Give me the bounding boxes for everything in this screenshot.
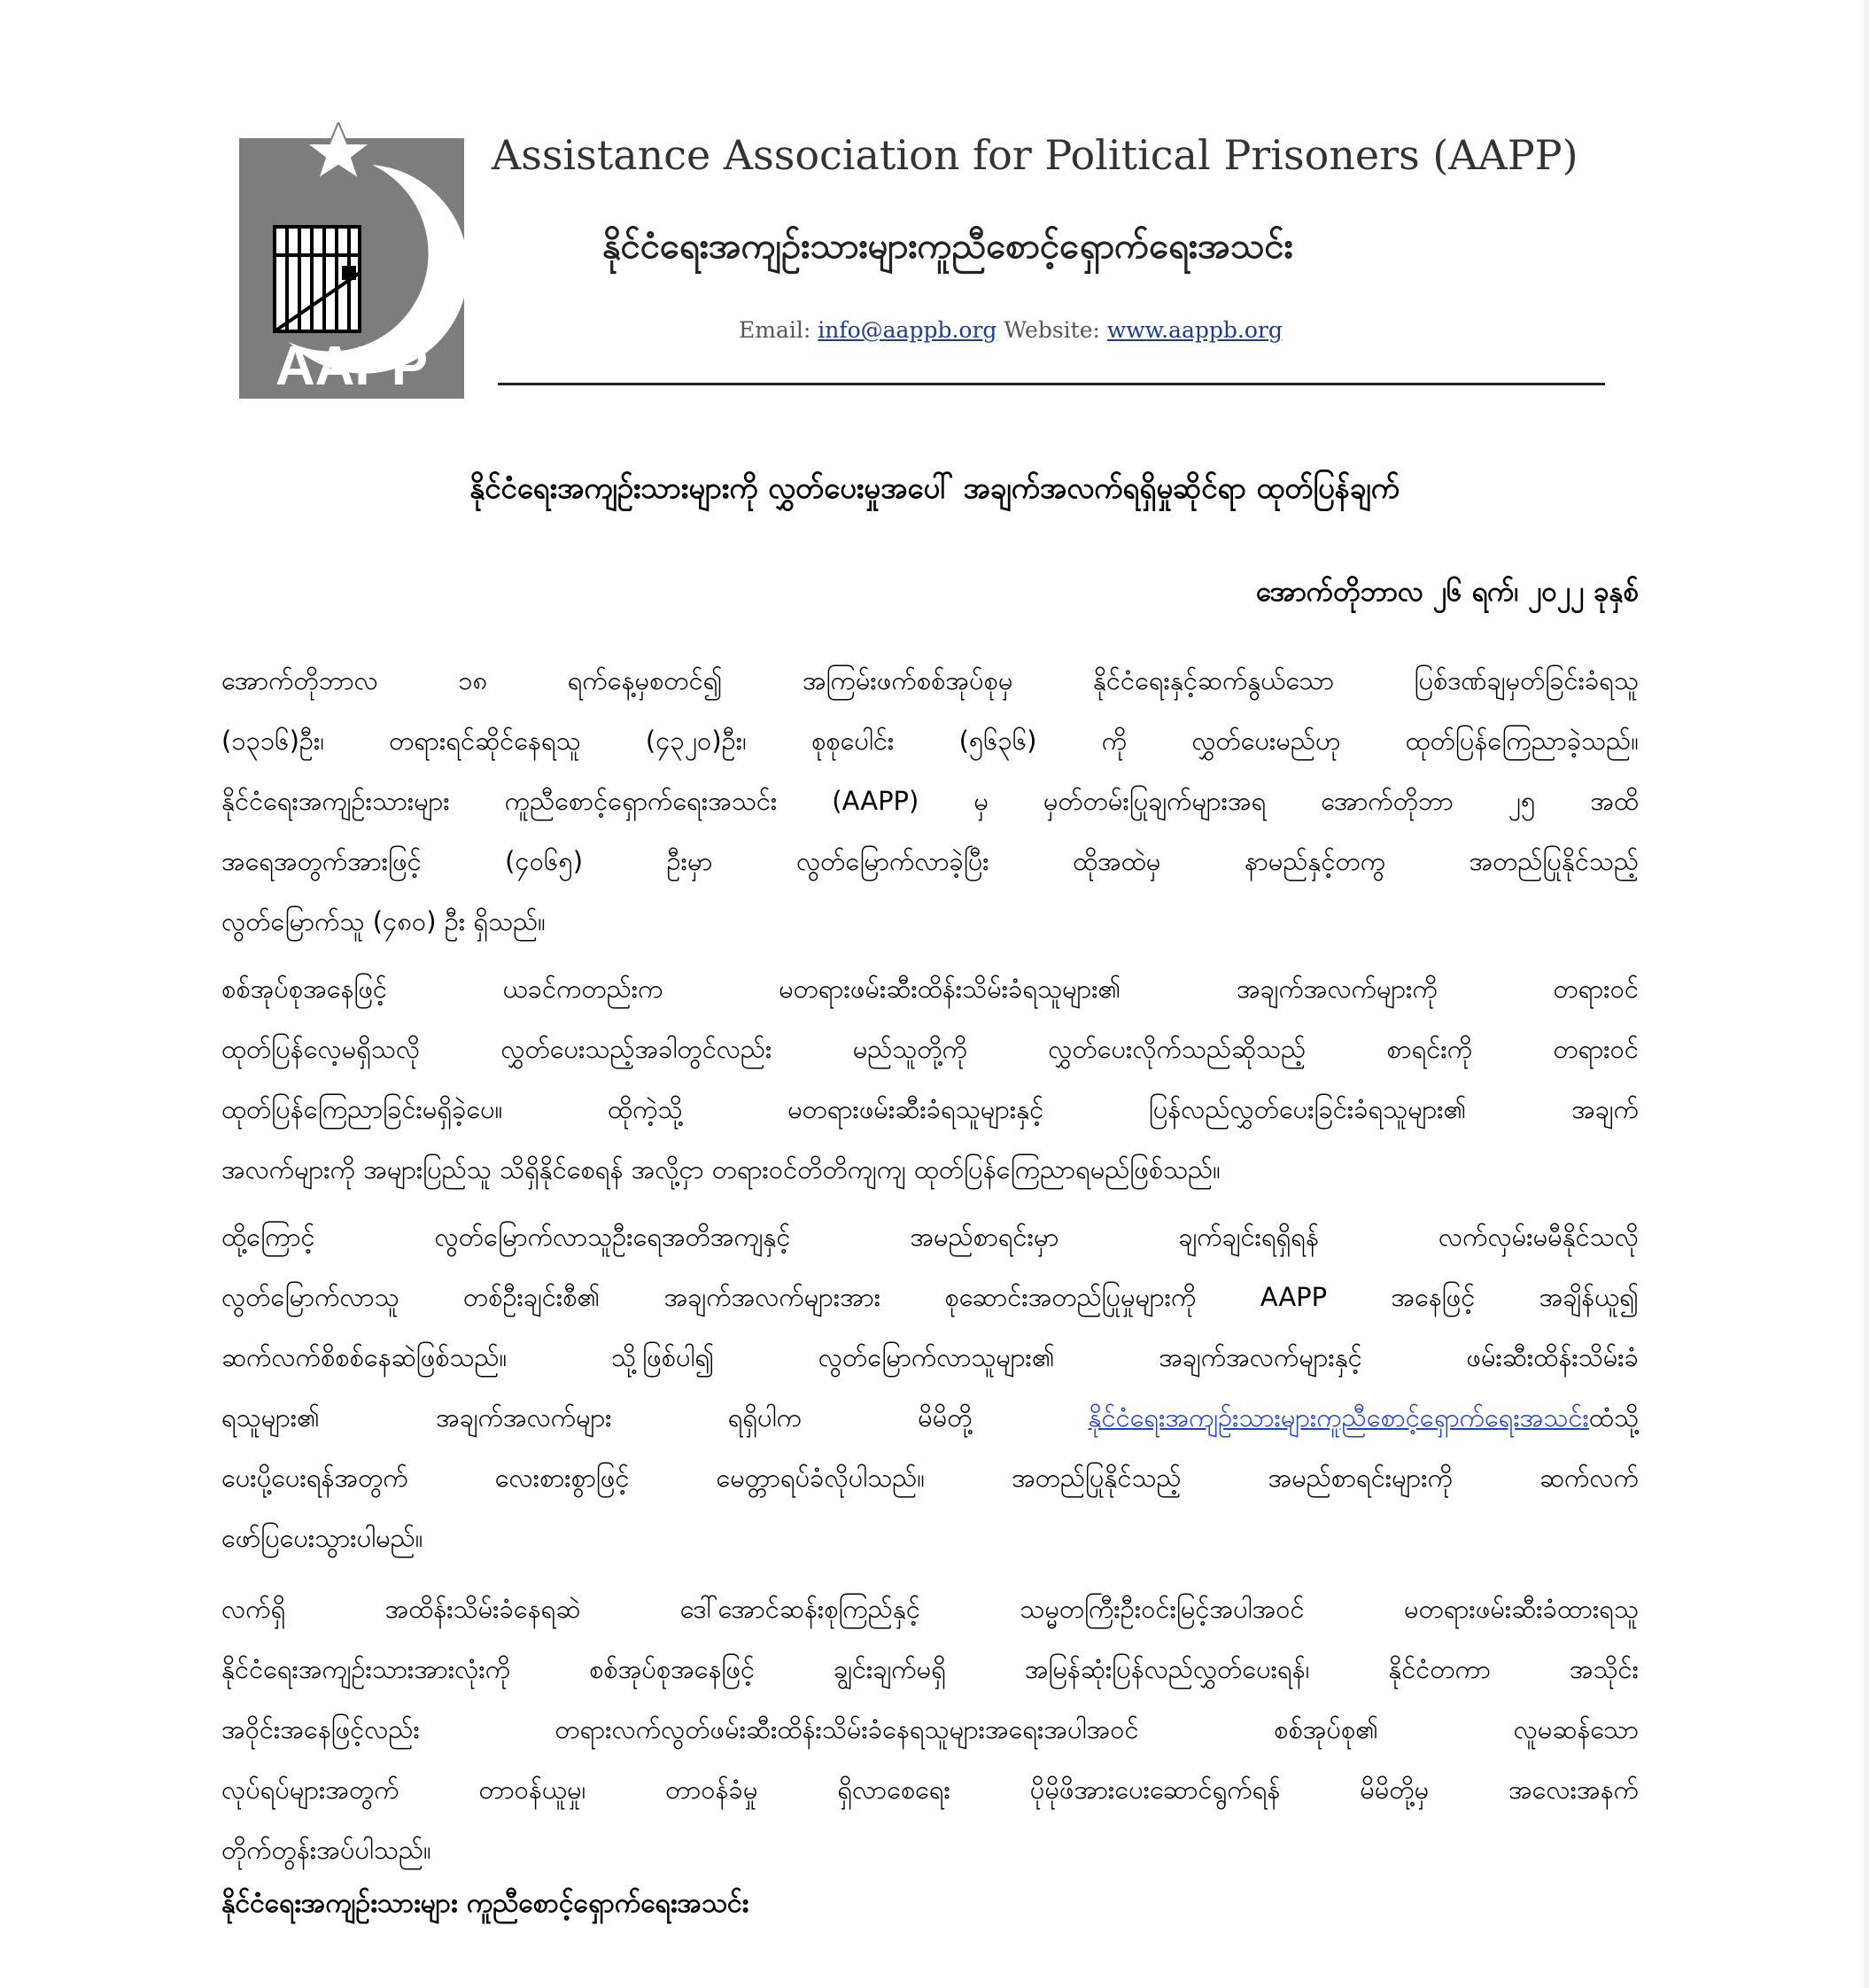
paragraph-line: နိုင်ငံရေးအကျဉ်းသားများ ကူညီစောင့်ရှောက်ရေးအသင်း (AAPP) မှ မှတ်တမ်းပြုချက်များအရ အောက်တိုဘာ ၂၅ အထိ xyxy=(221,786,1639,816)
paragraph-line: ပေးပို့ပေးရန်အတွက် လေးစားစွာဖြင့် မေတ္တာရပ်ခံလိုပါသည်။ အတည်ပြုနိုင်သည့် အမည်စာရင်းများကို ဆက်လက် xyxy=(221,1463,1639,1493)
paragraph-4 xyxy=(221,1579,1639,1880)
aapp-logo xyxy=(239,122,464,399)
email-label: Email: xyxy=(739,317,811,343)
paragraph-line: လွတ်မြောက်သူ (၄၈၀) ဦး ရှိသည်။ xyxy=(221,906,546,936)
page-edge xyxy=(1864,0,1869,1988)
paragraph-2 xyxy=(221,959,1639,1200)
logo-text: AAPP xyxy=(275,336,429,397)
paragraph-1 xyxy=(221,650,1639,951)
signature-org: နိုင်ငံရေးအကျဉ်းသားများ ကူညီစောင့်ရှောက်ရေးအသင်း xyxy=(221,1888,749,1919)
line-text: ထံသို့ xyxy=(1588,1402,1639,1433)
paragraph-line: တိုက်တွန်းအပ်ပါသည်။ xyxy=(221,1835,431,1865)
paragraph-3 xyxy=(221,1207,1639,1568)
header-divider xyxy=(498,383,1605,385)
paragraph-line-with-link xyxy=(221,1387,1639,1448)
paragraph-line: အောက်တိုဘာလ ၁၈ ရက်နေ့မှစတင်၍ အကြမ်းဖက်စစ်အုပ်စုမှ နိုင်ငံရေးနှင့်ဆက်နွယ်သော ပြစ်ဒဏ်ချမှတ်ခြင်းခံရသူ xyxy=(221,665,1639,695)
paragraph-line: အလက်များကို အများပြည်သူ သိရှိနိုင်စေရန် အလို့ငှာ တရားဝင်တိတိကျကျ ထုတ်ပြန်ကြေညာရမည်ဖြစ်သည်။ xyxy=(221,1154,1221,1184)
paragraph-line: လက်ရှိ အထိန်းသိမ်းခံနေရဆဲ ဒေါ်အောင်ဆန်းစုကြည်နှင့် သမ္မတကြီးဦးဝင်းမြင့်အပါအဝင် မတရားဖမ်းဆီးခံထားရသူ xyxy=(221,1594,1639,1624)
paragraph-line: လွတ်မြောက်လာသူ တစ်ဦးချင်းစီ၏ အချက်အလက်များအား စုဆောင်းအတည်ပြုမှုများကို AAPP အနေဖြင့် အချိန်ယူ၍ xyxy=(221,1282,1639,1312)
document-date: အောက်တိုဘာလ ၂၆ ရက်၊ ၂၀၂၂ ခုနှစ် xyxy=(1256,576,1639,608)
bars-block xyxy=(342,266,356,280)
contact-line xyxy=(739,317,1447,343)
paragraph-line: ထုတ်ပြန်လေ့မရှိသလို လွှတ်ပေးသည့်အခါတွင်လည်း မည်သူတို့ကို လွှတ်ပေးလိုက်သည်ဆိုသည့် စာရင်းကို တရားဝင် xyxy=(221,1034,1639,1064)
paragraph-line: အရေအတွက်အားဖြင့် (၄၀၆၅) ဦးမှာ လွတ်မြောက်လာခဲ့ပြီး ထိုအထဲမှ နာမည်နှင့်တကွ အတည်ပြုနိုင်သည့် xyxy=(221,846,1639,876)
paragraph-line: (၁၃၁၆)ဦး၊ တရားရင်ဆိုင်နေရသူ (၄၃၂၀)ဦး၊ စုစုပေါင်း (၅၆၃၆) ကို လွှတ်ပေးမည်ဟု ထုတ်ပြန်ကြေညာခဲ့သည်။ xyxy=(221,726,1639,756)
document-title: နိုင်ငံရေးအကျဉ်းသားများကို လွှတ်ပေးမှုအပေါ် အချက်အလက်ရရှိမှုဆိုင်ရာ ထုတ်ပြန်ချက် xyxy=(469,470,1400,505)
website-link[interactable]: www.aappb.org xyxy=(1106,317,1283,343)
org-name-english: Assistance Association for Political Prisoners (AAPP) xyxy=(492,131,1578,179)
paragraph-line: ထို့ကြောင့် လွတ်မြောက်လာသူဦးရေအတိအကျနှင့် အမည်စာရင်းမှာ ချက်ချင်းရရှိရန် လက်လှမ်းမမီနိုင်သလို xyxy=(221,1222,1639,1252)
aapp-link[interactable]: နိုင်ငံရေးအကျဉ်းသားများကူညီစောင့်ရှောက်ရေးအသင်း xyxy=(1088,1402,1589,1433)
paragraph-line: လုပ်ရပ်များအတွက် တာဝန်ယူမှု၊ တာဝန်ခံမှု ရှိလာစေရေး ပိုမိုဖိအားပေးဆောင်ရွက်ရန် မိမိတို့မှ အလေးအနက် xyxy=(221,1774,1639,1805)
paragraph-line: စစ်အုပ်စုအနေဖြင့် ယခင်ကတည်းက မတရားဖမ်းဆီးထိန်းသိမ်းခံရသူများ၏ အချက်အလက်များကို တရားဝင် xyxy=(221,974,1639,1004)
line-text: ရသူများ၏ အချက်အလက်များ ရရှိပါက မိမိတို့ xyxy=(221,1402,1089,1433)
paragraph-line: အဝိုင်းအနေဖြင့်လည်း တရားလက်လွတ်ဖမ်းဆီးထိန်းသိမ်းခံနေရသူများအရေးအပါအဝင် စစ်အုပ်စု၏ လူမဆန်သော xyxy=(221,1714,1639,1744)
org-name-burmese: နိုင်ငံရေးအကျဉ်းသားများကူညီစောင့်ရှောက်ရေးအသင်း xyxy=(602,226,1293,267)
paragraph-line: ထုတ်ပြန်ကြေညာခြင်းမရှိခဲ့ပေ။ ထိုကဲ့သို့ မတရားဖမ်းဆီးခံရသူများနှင့် ပြန်လည်လွှတ်ပေးခြင်းခံရသူများ၏ အချက် xyxy=(221,1094,1639,1124)
paragraph-line: ဖော်ပြပေးသွားပါမည်။ xyxy=(221,1523,423,1553)
paragraph-line: နိုင်ငံရေးအကျဉ်းသားအားလုံးကို စစ်အုပ်စုအနေဖြင့် ချွင်းချက်မရှိ အမြန်ဆုံးပြန်လည်လွှတ်ပေးရန်၊ နိုင်ငံတကာ အသိုင်း xyxy=(221,1654,1639,1684)
paragraph-line: ဆက်လက်စိစစ်နေဆဲဖြစ်သည်။ သို့ဖြစ်ပါ၍ လွတ်မြောက်လာသူများ၏ အချက်အလက်များနှင့် ဖမ်းဆီးထိန်းသိမ်းခံ xyxy=(221,1342,1639,1372)
website-label: Website: xyxy=(1004,317,1100,343)
email-link[interactable]: info@aappb.org xyxy=(818,317,997,343)
